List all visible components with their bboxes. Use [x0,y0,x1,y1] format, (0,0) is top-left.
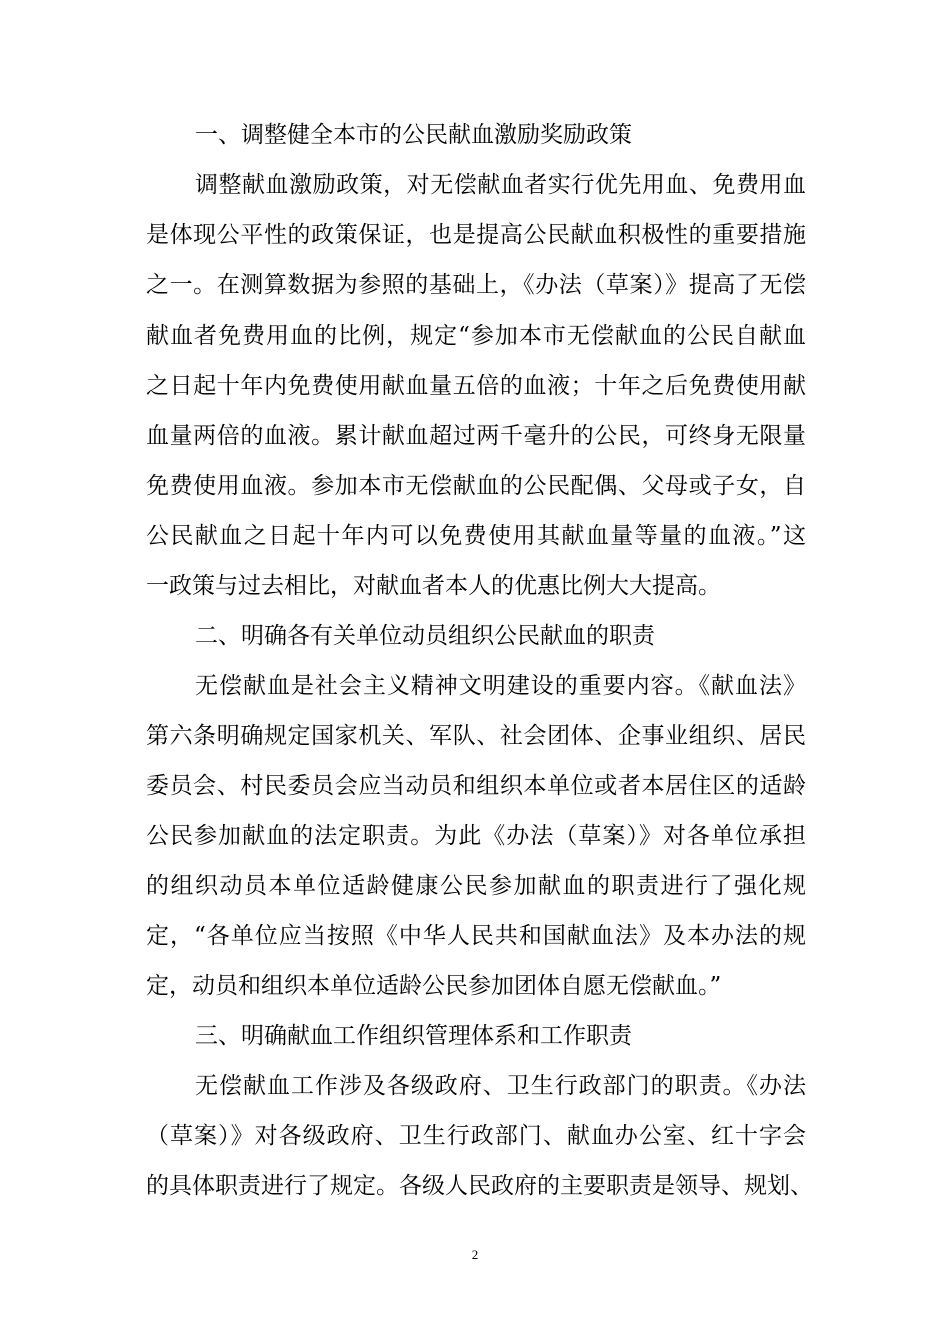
paragraph-line: 血量两倍的血液。累计献血超过两千毫升的公民，可终身无限量 [146,423,806,449]
paragraph-line: （草案）》对各级政府、卫生行政部门、献血办公室、红十字会 [146,1123,806,1149]
section-heading-3: 三、明确献血工作组织管理体系和工作职责 [195,1023,632,1049]
paragraph-line: 免费使用血液。参加本市无偿献血的公民配偶、父母或子女，自 [146,473,806,499]
paragraph-line: 一政策与过去相比，对献血者本人的优惠比例大大提高。 [146,573,721,599]
paragraph-line: 无偿献血是社会主义精神文明建设的重要内容。《献血法》 [195,673,806,699]
paragraph-line: 定，“各单位应当按照《中华人民共和国献血法》及本办法的规 [146,923,806,949]
paragraph-line: 无偿献血工作涉及各级政府、卫生行政部门的职责。《办法 [195,1073,806,1099]
paragraph-line: 调整献血激励政策，对无偿献血者实行优先用血、免费用血 [195,172,806,198]
paragraph-line: 公民参加献血的法定职责。为此《办法（草案）》对各单位承担 [146,823,806,849]
paragraph-line: 献血者免费用血的比例，规定“参加本市无偿献血的公民自献血 [146,323,806,349]
paragraph-line: 委员会、村民委员会应当动员和组织本单位或者本居住区的适龄 [146,773,806,799]
section-heading-2: 二、明确各有关单位动员组织公民献血的职责 [195,623,655,649]
paragraph-line: 定，动员和组织本单位适龄公民参加团体自愿无偿献血。” [146,973,722,999]
paragraph-line: 第六条明确规定国家机关、军队、社会团体、企事业组织、居民 [146,723,806,749]
paragraph-line: 是体现公平性的政策保证，也是提高公民献血积极性的重要措施 [146,222,806,248]
paragraph-line: 的具体职责进行了规定。各级人民政府的主要职责是领导、规划、 [146,1173,813,1199]
paragraph-line: 的组织动员本单位适龄健康公民参加献血的职责进行了强化规 [146,873,806,899]
paragraph-line: 之日起十年内免费使用献血量五倍的血液；十年之后免费使用献 [146,373,806,399]
section-heading-1: 一、调整健全本市的公民献血激励奖励政策 [195,122,632,148]
paragraph-line: 公民献血之日起十年内可以免费使用其献血量等量的血液。”这 [146,523,806,549]
page-number: 2 [471,1247,479,1262]
paragraph-line: 之一。在测算数据为参照的基础上，《办法（草案）》提高了无偿 [146,272,806,298]
